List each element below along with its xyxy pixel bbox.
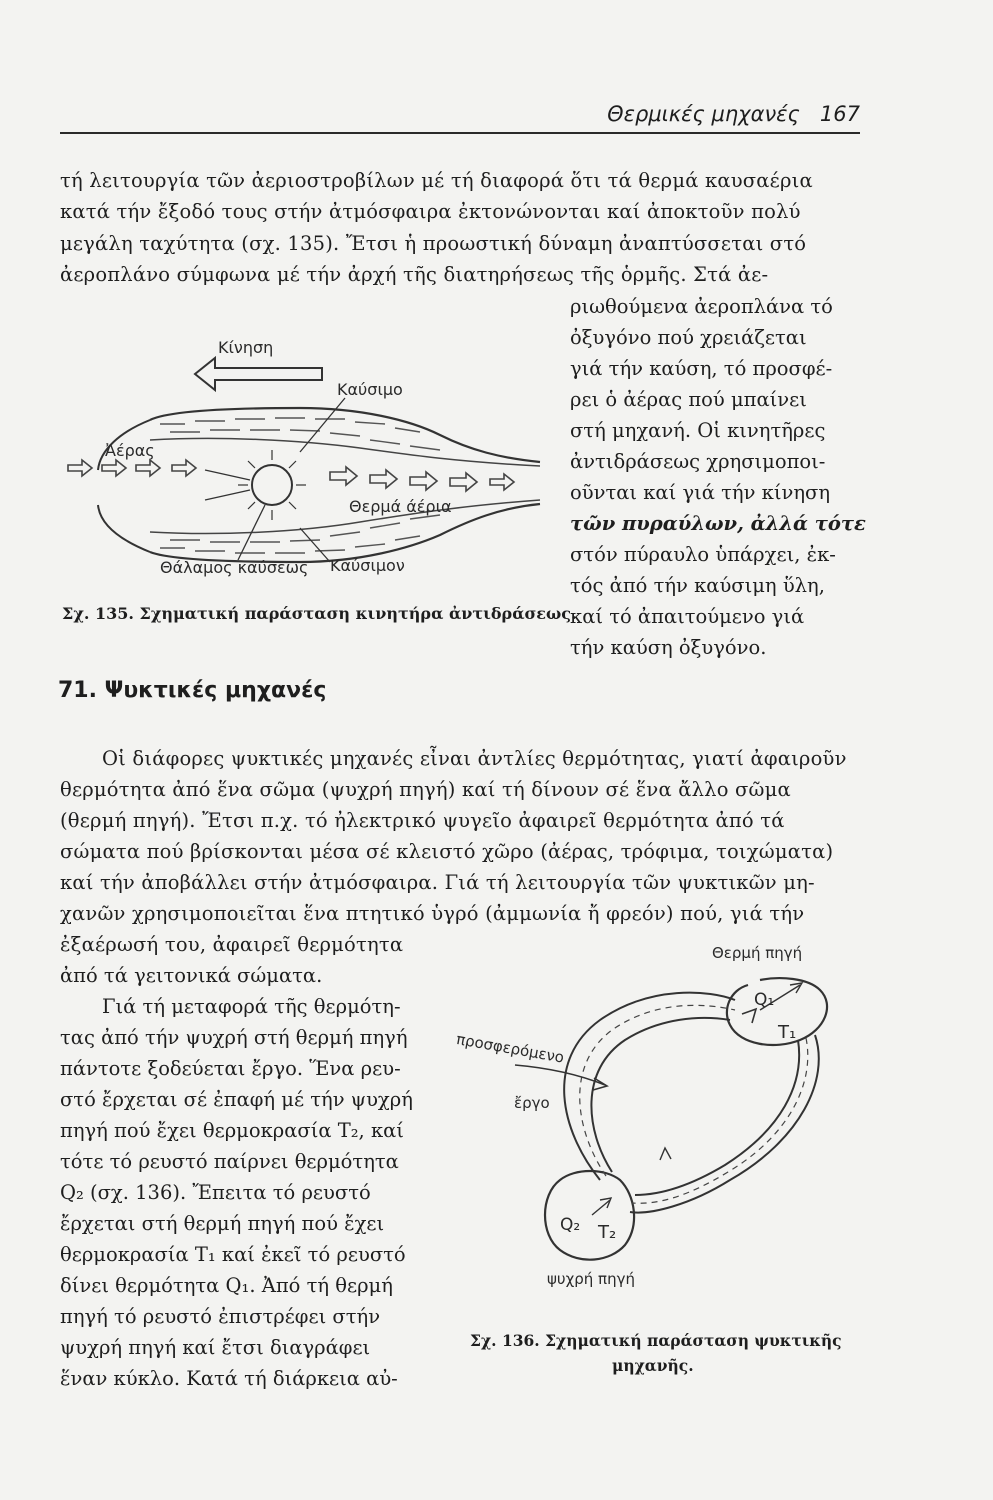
cycle-inner-left [591, 1018, 730, 1172]
paragraph-line: χανῶν χρησιμοποιεῖται ἕνα πτητικό ὑγρό (ἀμμωνία ἤ φρεόν) πού, γιά τήν [60, 902, 805, 925]
paragraph-line-emphasis: τῶν πυραύλων, ἀλλά τότε [570, 512, 866, 535]
paragraph-line: θερμοκρασία T₁ καί ἐκεῖ τό ρευστό [60, 1243, 406, 1266]
paragraph-line: ρει ὁ ἀέρας πού μπαίνει [570, 388, 807, 411]
label-t1: T₁ [778, 1022, 797, 1043]
inner-flow-arrow-icon [660, 1148, 671, 1160]
paragraph-line: μεγάλη ταχύτητα (σχ. 135). Ἔτσι ἡ προωστική δύναμη ἀναπτύσσεται στό [60, 232, 807, 255]
paragraph-line: ἕναν κύκλο. Κατά τή διάρκεια αὐ- [60, 1367, 398, 1390]
label-motion: Κίνηση [218, 338, 274, 357]
paragraph-line: ριωθούμενα ἀεροπλάνα τό [570, 295, 833, 318]
label-air: Ἀέρας [105, 441, 155, 460]
paragraph-line: ὀξυγόνο πού χρειάζεται [570, 326, 807, 349]
section-title: 71. Ψυκτικές μηχανές [58, 678, 327, 703]
label-work: ἔργο [514, 1094, 550, 1112]
paragraph-line: Οἱ διάφορες ψυκτικές μηχανές εἶναι ἀντλίες θερμότητας, γιατί ἀφαιροῦν [102, 747, 847, 770]
paragraph-line: τότε τό ρευστό παίρνει θερμότητα [60, 1150, 399, 1173]
paragraph-line: θερμότητα ἀπό ἕνα σῶμα (ψυχρή πηγή) καί τή δίνουν σέ ἕνα ἄλλο σῶμα [60, 778, 791, 801]
paragraph-line: ἀπό τά γειτονικά σώματα. [60, 964, 323, 987]
label-q2: Q₂ [560, 1215, 581, 1235]
figure-136-caption-line2: μηχανῆς. [612, 1356, 694, 1375]
paragraph-line: πάντοτε ξοδεύεται ἔργο. Ἕνα ρευ- [60, 1057, 401, 1080]
paragraph-line: τας ἀπό τήν ψυχρή στή θερμή πηγή [60, 1026, 408, 1049]
paragraph-line: τός ἀπό τήν καύσιμη ὕλη, [570, 574, 825, 597]
paragraph-line: κατά τήν ἔξοδό τους στήν ἀτμόσφαιρα ἐκτονώνονται καί ἀποκτοῦν πολύ [60, 200, 801, 223]
paragraph-line: ἀεροπλάνο σύμφωνα μέ τήν ἀρχή τῆς διατηρήσεως τῆς ὁρμῆς. Στά ἀε- [60, 263, 769, 286]
paragraph-line: καί τό ἀπαιτούμενο γιά [570, 605, 805, 628]
paragraph-line: γιά τήν καύση, τό προσφέ- [570, 357, 833, 380]
paragraph-line: ἔρχεται στή θερμή πηγή πού ἔχει [60, 1212, 385, 1235]
paragraph-line: στόν πύραυλο ὑπάρχει, ἐκ- [570, 543, 836, 566]
label-hot-source: Θερμή πηγή [712, 944, 803, 962]
hot-source [727, 978, 827, 1045]
page-number: 167 [819, 102, 860, 126]
paragraph-line: οῦνται καί γιά τήν κίνηση [570, 481, 831, 504]
paragraph-line: ἐξαέρωσή του, ἀφαιρεῖ θερμότητα [60, 933, 404, 956]
label-t2: T₂ [598, 1222, 617, 1243]
work-arrow-line [515, 1065, 605, 1085]
paragraph-line: ἀντιδράσεως χρησιμοποι- [570, 450, 826, 473]
figure-135-caption: Σχ. 135. Σχηματική παράσταση κινητήρα ἀντιδράσεως. [62, 604, 577, 623]
paragraph-line: ψυχρή πηγή καί ἔτσι διαγράφει [60, 1336, 371, 1359]
paragraph-line: τήν καύση ὀξυγόνο. [570, 636, 767, 659]
cycle-outer-left [564, 993, 735, 1180]
paragraph-line: δίνει θερμότητα Q₁. Ἀπό τή θερμή [60, 1274, 393, 1297]
label-fuel-bottom: Καύσιμον [330, 556, 405, 575]
paragraph-line: στή μηχανή. Οἱ κινητῆρες [570, 419, 826, 442]
paragraph-line: στό ἔρχεται σέ ἐπαφή μέ τήν ψυχρή [60, 1088, 413, 1111]
label-chamber: Θάλαμος καύσεως [160, 558, 309, 577]
paragraph-line: πηγή τό ρευστό ἐπιστρέφει στήν [60, 1305, 381, 1328]
paragraph-line: Q₂ (σχ. 136). Ἔπειτα τό ρευστό [60, 1181, 371, 1204]
paragraph-line: Γιά τή μεταφορά τῆς θερμότη- [102, 995, 401, 1018]
paragraph-line: πηγή πού ἔχει θερμοκρασία T₂, καί [60, 1119, 404, 1142]
paragraph-line: (θερμή πηγή). Ἔτσι π.χ. τό ἠλεκτρικό ψυγεῖο ἀφαιρεῖ θερμότητα ἀπό τά [60, 809, 785, 832]
label-q1: Q₁ [754, 990, 775, 1010]
running-title: Θερμικές μηχανές [607, 102, 800, 126]
paragraph-line: τή λειτουργία τῶν ἀεριοστροβίλων μέ τή διαφορά ὅτι τά θερμά καυσαέρια [60, 169, 813, 192]
label-cold-source: ψυχρή πηγή [547, 1270, 635, 1288]
cycle-outer-right [630, 1035, 819, 1213]
label-hot-gases: Θερμά άέρια [349, 497, 452, 516]
cold-source [545, 1171, 634, 1260]
label-supplied: προσφερόμενο [454, 1030, 566, 1067]
paragraph-line: σώματα πού βρίσκονται μέσα σέ κλειστό χῶρο (ἀέρας, τρόφιμα, τοιχώματα) [60, 840, 834, 863]
figure-136-caption-line1: Σχ. 136. Σχηματική παράσταση ψυκτικῆς [470, 1331, 842, 1350]
label-fuel-top: Καύσιμο [337, 380, 403, 399]
paragraph-line: καί τήν ἀποβάλλει στήν ἀτμόσφαιρα. Γιά τή λειτουργία τῶν ψυκτικῶν μη- [60, 871, 815, 894]
flow-arrow-icon [742, 1009, 756, 1023]
cycle-inner-right [635, 1040, 799, 1195]
